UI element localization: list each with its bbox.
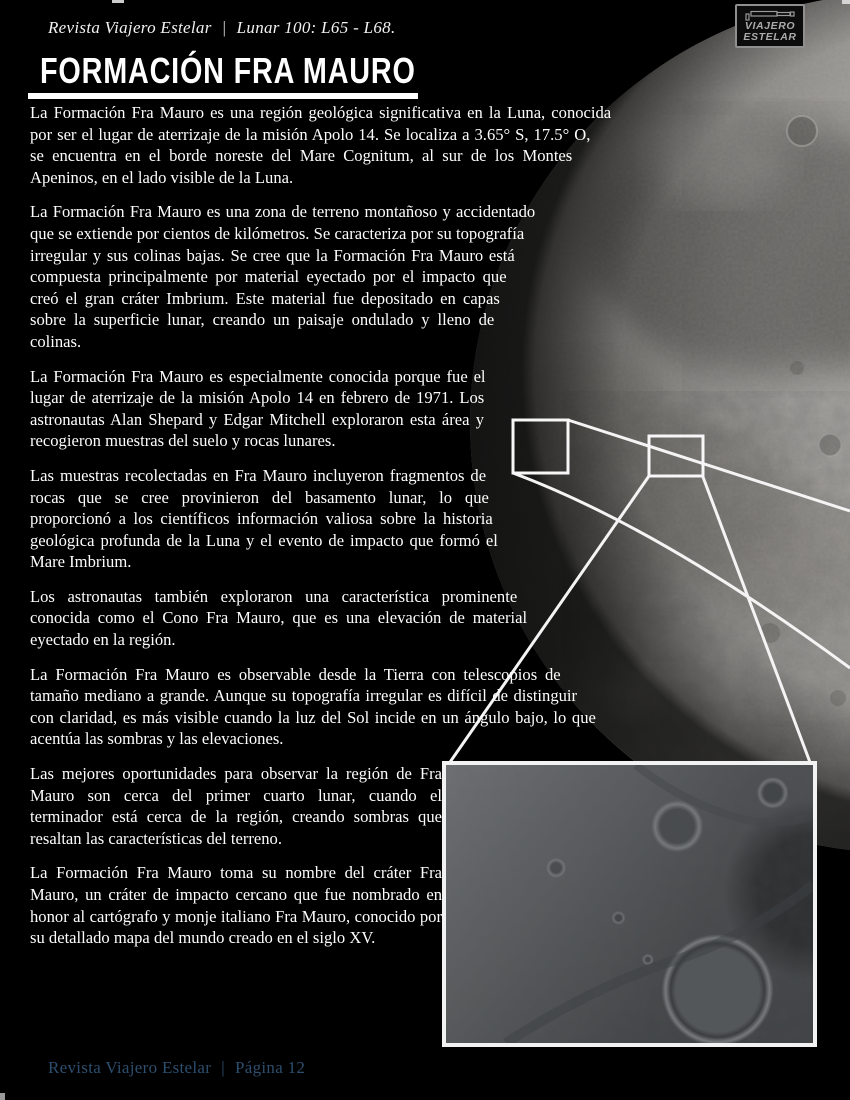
paragraph-7: Las mejores oportunidades para observar la región de Fra Mauro son cerca del primer cuarto lunar, cuando el terminador está cerca de la región, creando sombras que resaltan las características del terreno.	[30, 764, 442, 848]
page-footer	[48, 1058, 305, 1078]
masthead	[48, 18, 396, 38]
scan-artifact-top-right	[842, 0, 850, 4]
page-title-text: FORMACIÓN FRA MAURO	[40, 50, 416, 91]
paragraph-8: La Formación Fra Mauro toma su nombre del cráter Fra Mauro, un cráter de impacto cercano que fue nombrado en honor al cartógrafo y monje italiano Fra Mauro, conocido por su detallado mapa del mundo creado en el siglo XV.	[30, 863, 442, 948]
paragraph-2: La Formación Fra Mauro es una zona de terreno montañoso y accidentado que se extiende por cientos de kilómetros. Se caracteriza por su topografía irregular y sus colinas bajas. Se cree que la Formación Fra Mauro está compuesta principalmente por material eyectado por el impacto que creó el gran cráter Imbrium. Este material fue depositado en capas sobre la superficie lunar, creando un paisaje ondulado y lleno de colinas.	[30, 202, 536, 351]
logo-viajero-estelar	[735, 4, 805, 48]
article-body	[30, 102, 820, 1062]
paragraph-1: La Formación Fra Mauro es una región geológica significativa en la Luna, conocida por ser el lugar de aterrizaje de la misión Apolo 14. Se localiza a 3.65° S, 17.5° O, se encuentra en el borde noreste del Mare Cognitum, al sur de los Montes Apeninos, en el lado visible de la Luna.	[30, 103, 612, 187]
logo-text-line1: VIAJERO	[744, 20, 796, 32]
footer-page-number: Página 12	[234, 1058, 306, 1077]
paragraph-6: La Formación Fra Mauro es observable desde la Tierra con telescopios de tamaño mediano a grande. Aunque su topografía irregular es difícil de distinguir con claridad, es más visible cuando la luz del Sol incide en un ángulo bajo, lo que acentúa las sombras y las elevaciones.	[30, 664, 596, 749]
footer-magazine: Revista Viajero Estelar	[48, 1058, 212, 1077]
paragraph-3: La Formación Fra Mauro es especialmente conocida porque fue el lugar de aterrizaje de la misión Apolo 14 en febrero de 1971. Los astronautas Alan Shepard y Edgar Mitchell exploraron esta área y recogieron muestras del suelo y rocas lunares.	[30, 366, 486, 451]
masthead-separator: |	[221, 18, 227, 37]
title-underline	[28, 93, 418, 99]
masthead-magazine: Revista Viajero Estelar	[48, 18, 212, 37]
logo-text-line2: ESTELAR	[743, 30, 797, 43]
paragraph-4: Las muestras recolectadas en Fra Mauro incluyeron fragmentos de rocas que se cree provinieron del basamento lunar, lo que proporcionó a los científicos información valiosa sobre la historia geológica profunda de la Luna y el evento de impacto que formó el Mare Imbrium.	[30, 465, 498, 572]
masthead-section: Lunar 100: L65 - L68.	[236, 18, 396, 37]
inset-text-wrap	[442, 762, 820, 1062]
footer-separator: |	[221, 1058, 225, 1077]
scan-artifact-bottom-left	[0, 1093, 5, 1100]
paragraph-5: Los astronautas también exploraron una característica prominente conocida como el Cono Fra Mauro, que es una elevación de material eyectado en la región.	[30, 586, 528, 650]
scan-artifact-top	[112, 0, 124, 3]
page-title	[40, 50, 510, 92]
